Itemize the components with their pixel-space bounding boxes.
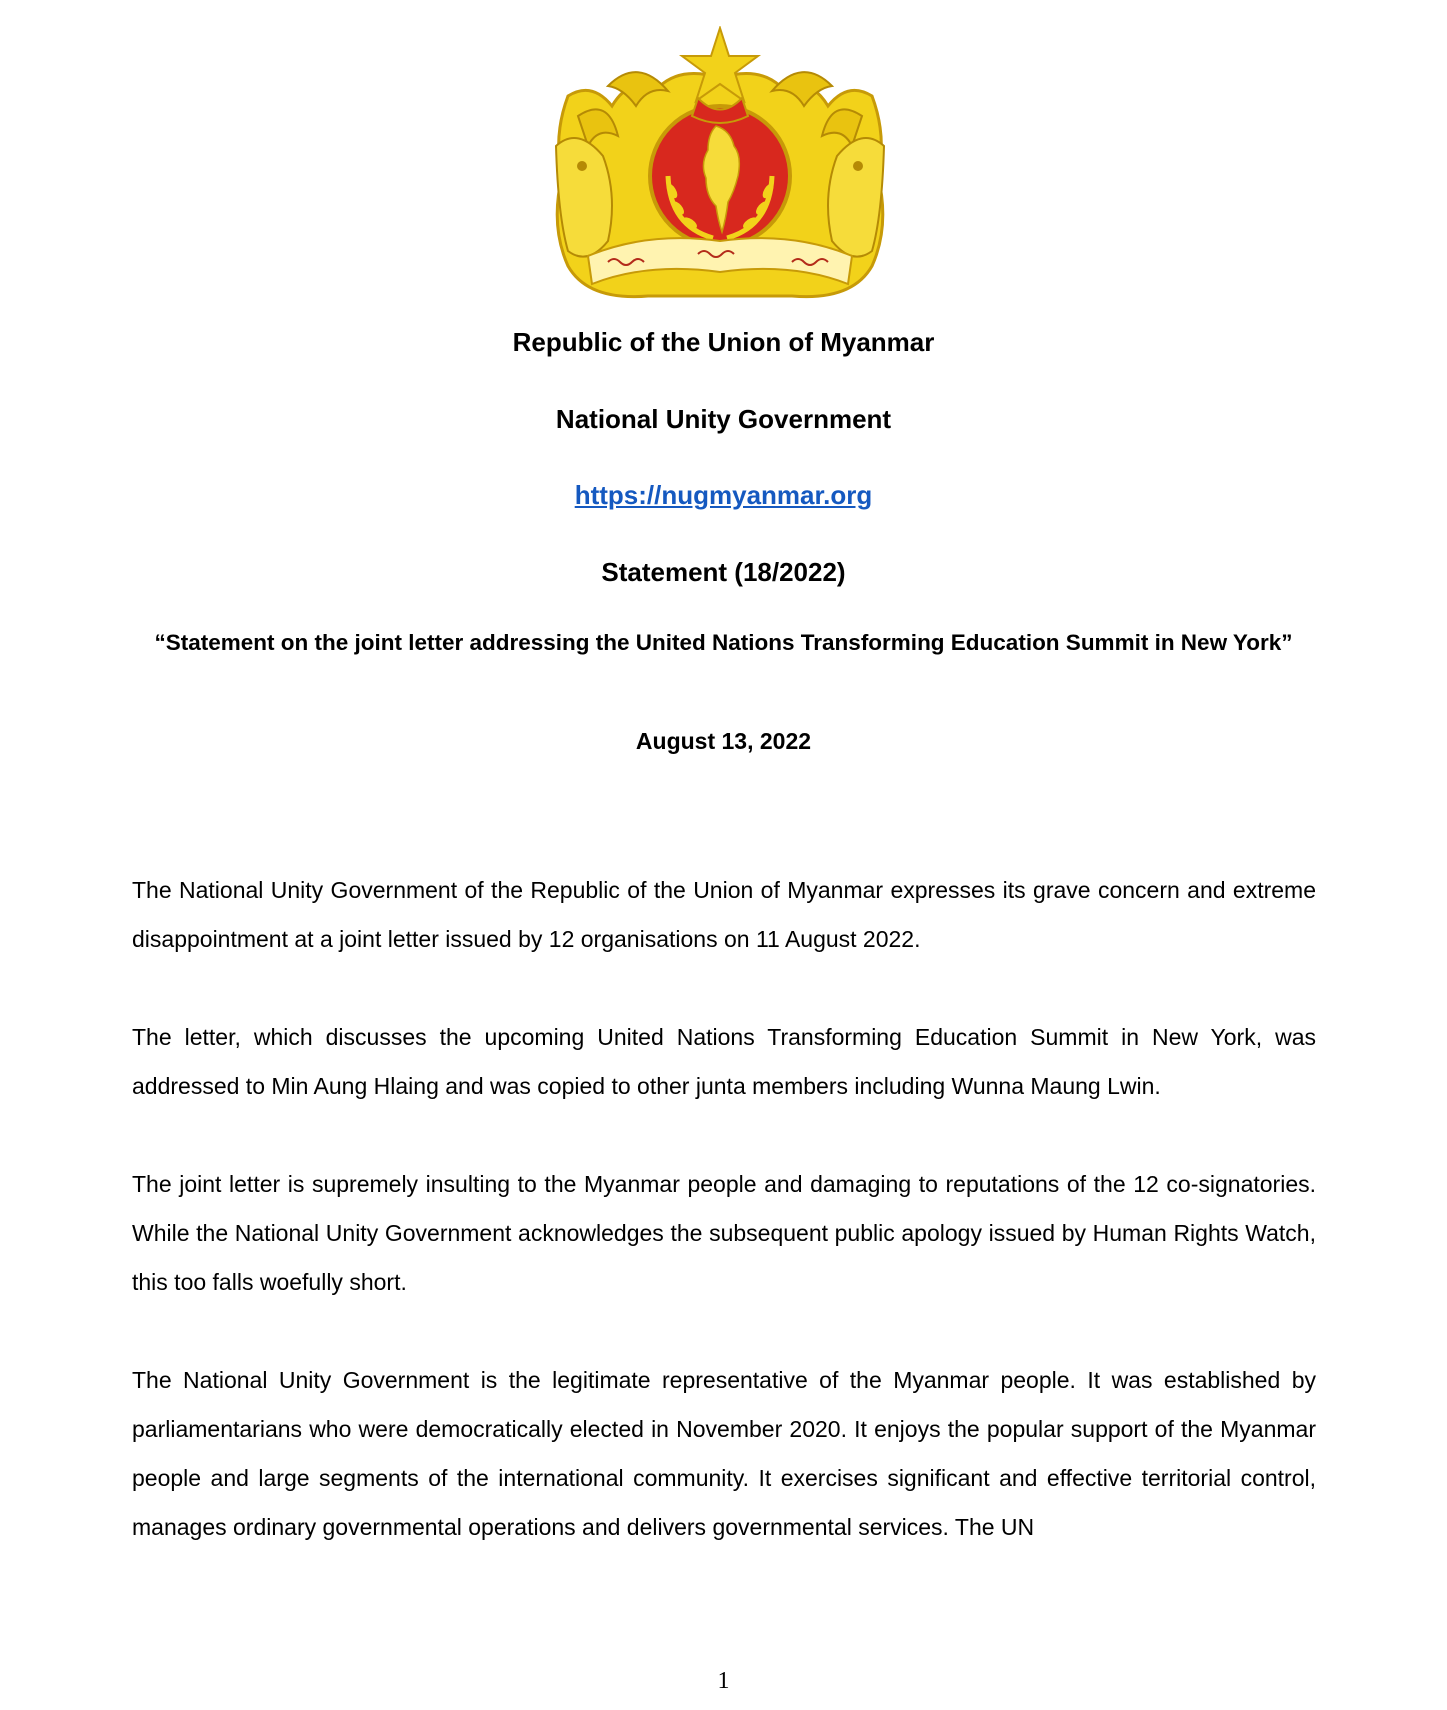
body-paragraph: The National Unity Government of the Republic of the Union of Myanmar expresses its grave concern and extreme disappointment at a joint letter issued by 12 organisations on 11 August 2022. [132,877,1316,952]
website-link[interactable]: https://nugmyanmar.org [574,480,873,510]
statement-number: Statement (18/2022) [601,557,846,587]
government-heading: National Unity Government [555,404,892,434]
statement-subject: “Statement on the joint letter addressing the United Nations Transforming Education Summit in New York” [154,630,1293,655]
body-paragraph: The National Unity Government is the legitimate representative of the Myanmar people. It was established by parliamentarians who were democratically elected in November 2020. It enjoys the popular support of the Myanmar people and large segments of the international community. It exercises significant and effective territorial control, manages ordinary governmental operations and delivers governmental services. The UN [132,1367,1316,1540]
country-heading: Republic of the Union of Myanmar [512,327,935,357]
statement-date: August 13, 2022 [635,728,812,754]
state-seal-emblem-icon [548,26,892,304]
body-paragraph: The letter, which discusses the upcoming United Nations Transforming Education Summit in New York, was addressed to Min Aung Hlaing and was copied to other junta members including Wunna Maung Lwin. [132,1024,1316,1099]
page-number: 1 [717,1668,730,1694]
body-paragraph: The joint letter is supremely insulting to the Myanmar people and damaging to reputations of the 12 co-signatories. While the National Unity Government acknowledges the subsequent public apology issued by Human Rights Watch, this too falls woefully short. [132,1171,1316,1295]
